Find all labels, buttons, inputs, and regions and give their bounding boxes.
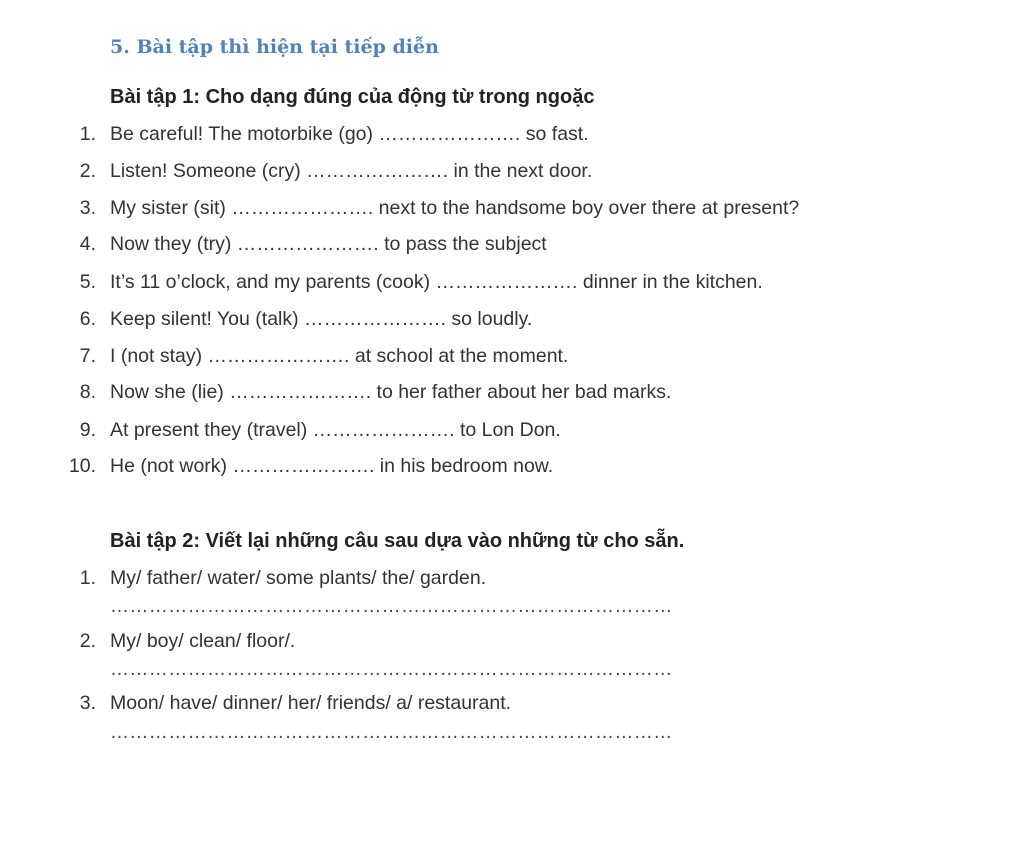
item-text: Keep silent! You (talk) …………………. so loudly. bbox=[110, 308, 533, 330]
item-text: Now she (lie) …………………. to her father about her bad marks. bbox=[110, 381, 672, 403]
item-text: He (not work) …………………. in his bedroom now. bbox=[110, 455, 554, 477]
exercise-1-title: Bài tập 1: Cho dạng đúng của động từ trong ngoặc bbox=[110, 86, 595, 108]
answer-line: …………………………………………………………………………… bbox=[110, 722, 673, 743]
item-number: 5. bbox=[79, 271, 96, 293]
section-heading: 5. Bài tập thì hiện tại tiếp diễn bbox=[110, 36, 439, 58]
item-number: 3. bbox=[79, 692, 96, 714]
item-number: 8. bbox=[79, 381, 96, 403]
item-number: 4. bbox=[79, 233, 96, 255]
item-text: My sister (sit) …………………. next to the handsome boy over there at present? bbox=[110, 197, 800, 219]
item-text: Be careful! The motorbike (go) …………………. so fast. bbox=[110, 123, 589, 145]
item-text: At present they (travel) …………………. to Lon Don. bbox=[110, 419, 561, 441]
item-text: It’s 11 o’clock, and my parents (cook) …………………. dinner in the kitchen. bbox=[110, 271, 763, 293]
item-number: 9. bbox=[79, 419, 96, 441]
item-text: Listen! Someone (cry) …………………. in the next door. bbox=[110, 160, 593, 182]
item-text: Now they (try) …………………. to pass the subject bbox=[110, 233, 547, 255]
item-text: My/ boy/ clean/ floor/. bbox=[110, 630, 296, 652]
item-number: 1. bbox=[79, 567, 96, 589]
item-number: 7. bbox=[79, 345, 96, 367]
exercise-2-title: Bài tập 2: Viết lại những câu sau dựa vào những từ cho sẵn. bbox=[110, 530, 685, 552]
item-number: 3. bbox=[79, 197, 96, 219]
answer-line: …………………………………………………………………………… bbox=[110, 596, 673, 617]
item-number: 2. bbox=[79, 160, 96, 182]
item-number: 6. bbox=[79, 308, 96, 330]
item-number: 1. bbox=[79, 123, 96, 145]
item-text: My/ father/ water/ some plants/ the/ garden. bbox=[110, 567, 487, 589]
answer-line: …………………………………………………………………………… bbox=[110, 659, 673, 680]
item-text: I (not stay) …………………. at school at the moment. bbox=[110, 345, 569, 367]
item-text: Moon/ have/ dinner/ her/ friends/ a/ restaurant. bbox=[110, 692, 512, 714]
item-number: 2. bbox=[79, 630, 96, 652]
item-number: 10. bbox=[68, 455, 96, 477]
